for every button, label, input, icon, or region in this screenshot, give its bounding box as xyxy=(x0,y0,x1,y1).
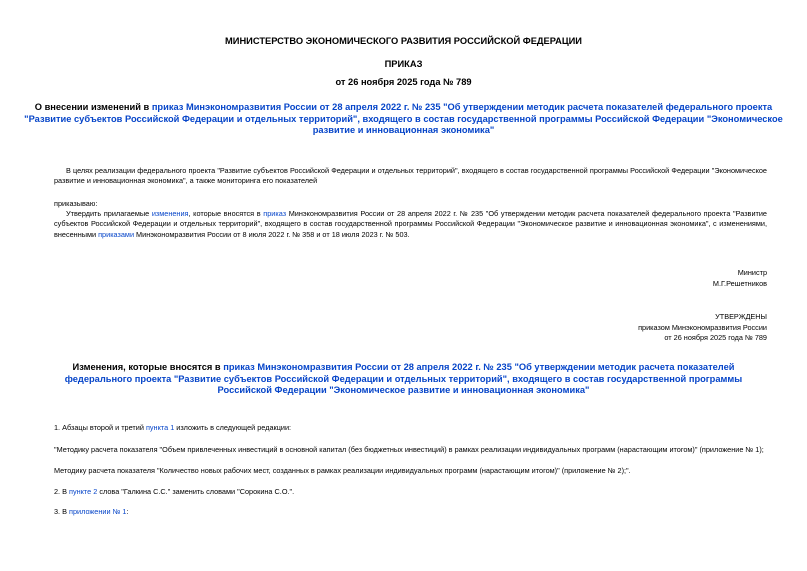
item-3 xyxy=(54,507,129,517)
order-text-1: Утвердить прилагаемые xyxy=(66,209,152,218)
title-prefix: О внесении изменений в xyxy=(34,102,152,112)
doc-date-number: от 26 ноября 2025 года № 789 xyxy=(335,77,472,87)
order-link[interactable]: приказ xyxy=(263,209,287,218)
item-3-text-a: 3. В xyxy=(54,507,70,516)
title-order-link[interactable]: приказ Минэкономразвития России от 28 апреля 2022 г. № 235 "Об утверждении методик расчета показателей федерального проекта "Развитие субъектов Российской Федерации и отдельных территорий", входящего в состав государственной программы Российской Федерации "Экономическое развитие и инновационная экономика" xyxy=(24,102,783,135)
item-2-text-a: 2. В xyxy=(54,487,70,496)
changes-title-link[interactable]: приказ Минэкономразвития России от 28 апреля 2022 г. № 235 "Об утверждении методик расчета показателей федерального проекта "Развитие субъектов Российской Федерации и отдельных территорий", входящего в состав государственной программы Российской Федерации "Экономическое развитие и инновационная экономика" xyxy=(64,362,743,395)
item-3-text-b: : xyxy=(126,507,129,516)
signature-name: М.Г.Решетников xyxy=(712,279,767,288)
quote-2: Методику расчета показателя "Количество новых рабочих мест, созданных в рамках реализации индивидуальных программ (нарастающим итогом)" (приложение № 2);". xyxy=(54,466,631,475)
item-1-text-a: 1. Абзацы второй и третий xyxy=(54,423,146,432)
changes-title-prefix: Изменения, которые вносятся в xyxy=(72,362,224,372)
doc-type-heading: ПРИКАЗ xyxy=(384,59,423,69)
item-2 xyxy=(54,487,294,497)
order-text-4: Минэкономразвития России от 8 июля 2022 г. № 358 и от 18 июля 2023 г. № 503. xyxy=(134,229,410,239)
document-title xyxy=(22,102,785,137)
approval-line-2: приказом Минэкономразвития России xyxy=(638,323,767,332)
item-1-text-b: изложить в следующей редакции: xyxy=(174,423,292,432)
item-2-text-b: слова "Галкина С.С." заменить словами "Сорокина С.О.". xyxy=(97,487,295,496)
changes-link[interactable]: изменения xyxy=(151,209,189,218)
orders-link[interactable]: приказами xyxy=(98,229,135,239)
ministry-heading: МИНИСТЕРСТВО ЭКОНОМИЧЕСКОГО РАЗВИТИЯ РОССИЙСКОЙ ФЕДЕРАЦИИ xyxy=(225,36,582,46)
quote-1: "Методику расчета показателя "Объем привлеченных инвестиций в основной капитал (без бюджетных инвестиций) в рамках реализации индивидуальных программ (нарастающим итогом)" (приложение № 1); xyxy=(54,445,764,454)
item-3-link[interactable]: приложении № 1 xyxy=(69,507,127,516)
changes-title xyxy=(40,362,767,397)
signature-position: Министр xyxy=(737,268,767,277)
approval-line-1: УТВЕРЖДЕНЫ xyxy=(715,312,767,321)
order-word: приказываю: xyxy=(54,199,98,208)
order-text-2: , которые вносятся в xyxy=(188,209,264,218)
preamble-paragraph: В целях реализации федерального проекта "Развитие субъектов Российской Федерации и отдельных территорий", входящего в состав государственной программы Российской Федерации "Экономическое развитие и инновационная экономика", а также мониторинга его показателей xyxy=(54,166,767,186)
approval-line-3: от 26 ноября 2025 года № 789 xyxy=(664,333,767,342)
item-2-link[interactable]: пункте 2 xyxy=(69,487,98,496)
item-1 xyxy=(54,423,291,433)
order-text-3: Минэкономразвития России от 28 апреля 2022 г. № 235 "Об утверждении методик расчета показателей федерального проекта "Развитие субъектов Российской Федерации и отдельных территорий", входящего в состав государственной программы Российской Федерации "Экономическое развитие и инновационная экономика", с изменениями, внесенными xyxy=(54,209,767,239)
order-paragraph xyxy=(54,209,767,240)
item-1-link[interactable]: пункта 1 xyxy=(145,423,175,432)
